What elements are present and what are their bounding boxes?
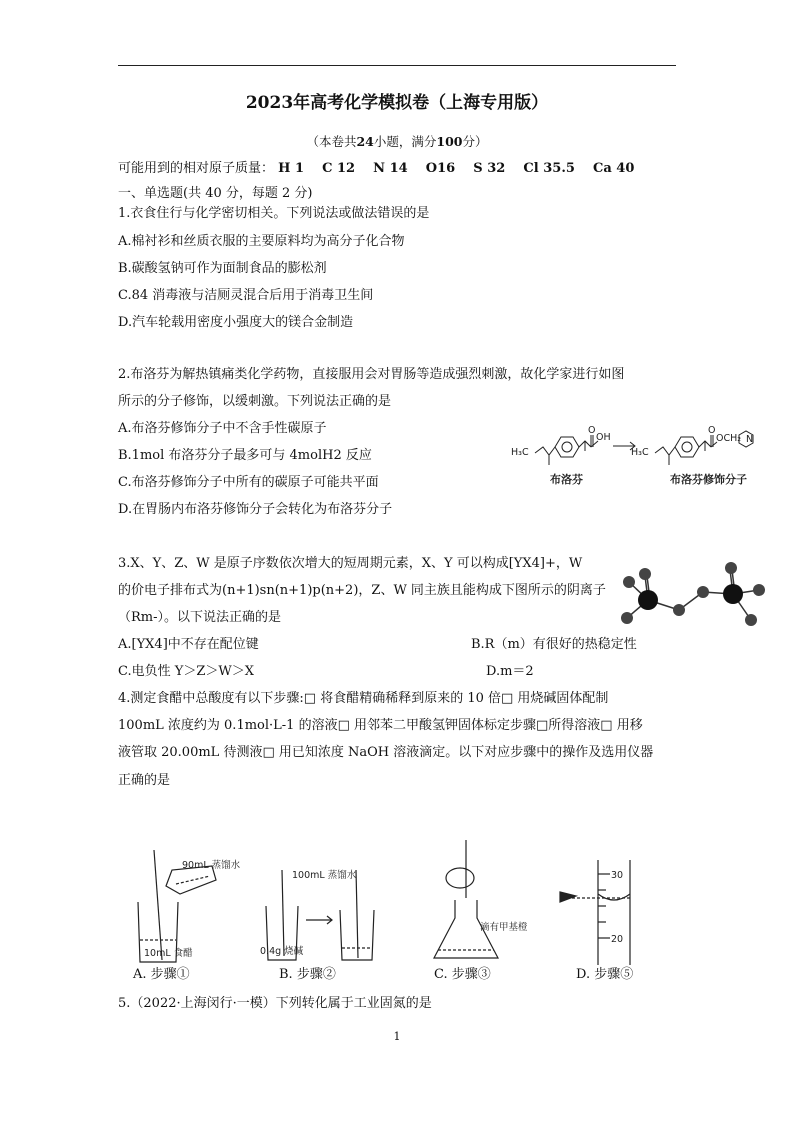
q2-stem-line2: 所示的分子修饰，以缓刺激。下列说法正确的是 bbox=[118, 394, 392, 409]
caption-a: A. 步骤① bbox=[133, 967, 190, 982]
page-title: 2023年高考化学模拟卷（上海专用版） bbox=[245, 93, 549, 113]
hand-c bbox=[446, 868, 474, 888]
d-tick-20: 20 bbox=[611, 934, 624, 945]
d-tick-30: 30 bbox=[611, 870, 624, 881]
atom-center-left bbox=[638, 590, 658, 610]
q3-stem-line1: 3.X、Y、Z、W 是原子序数依次增大的短周期元素，X、Y 可以构成[YX4]+，W bbox=[118, 556, 583, 571]
q4-line3: 液管取 20.00mL 待测液□ 用已知浓度 NaOH 溶液滴定。以下对应步骤中的操作及选用仪器 bbox=[118, 745, 654, 760]
q1-option-d: D.汽车轮载用密度小强度大的镁合金制造 bbox=[118, 315, 354, 330]
q1-option-c: C.84 消毒液与洁厕灵混合后用于消毒卫生间 bbox=[118, 288, 374, 303]
q5-stem: 5.（2022·上海闵行·一模）下列转化属于工业固氮的是 bbox=[118, 996, 432, 1011]
q3-stem-line3: （Rm-）。以下说法正确的是 bbox=[118, 610, 282, 625]
atom-o5 bbox=[753, 584, 765, 596]
atom-o6 bbox=[745, 614, 757, 626]
anion-model-figure bbox=[615, 562, 775, 637]
atom-o3 bbox=[639, 568, 651, 580]
h3c-label-right: H₃C bbox=[631, 447, 649, 458]
q1-option-a: A.棉衬衫和丝质衣服的主要原料均为高分子化合物 bbox=[118, 234, 405, 249]
atom-center-right bbox=[723, 584, 743, 604]
glass-rod-a bbox=[154, 850, 162, 960]
atom-o4 bbox=[725, 562, 737, 574]
b-solid-label: 0.4g 烧碱 bbox=[260, 946, 304, 957]
atom-o1 bbox=[623, 576, 635, 588]
subtitle-mid: 小题，满分 bbox=[373, 134, 437, 149]
q4-line4: 正确的是 bbox=[118, 773, 171, 788]
header-rule bbox=[118, 65, 676, 66]
a-water-label: 90mL 蒸馏水 bbox=[182, 860, 241, 871]
q2-stem-line1: 2.布洛芬为解热镇痛类化学药物，直接服用会对胃肠等造成强烈刺激，故化学家进行如图 bbox=[118, 367, 625, 382]
h3c-label-left: H₃C bbox=[511, 447, 529, 458]
carbonyl-o-right: O bbox=[708, 425, 716, 436]
q3-option-c: C.电负性 Y＞Z＞W＞X bbox=[118, 664, 254, 679]
atom-bridge2 bbox=[697, 586, 709, 598]
pyridine-n-label: N bbox=[746, 434, 754, 445]
q1-option-b: B.碳酸氢钠可作为面制食品的膨松剂 bbox=[118, 261, 327, 276]
benzene-ring-left bbox=[555, 437, 579, 457]
subtitle-pre: （本卷共 bbox=[306, 134, 357, 149]
meniscus-d bbox=[598, 894, 630, 900]
q3-stem-line2: 的价电子排布式为(n+1)sn(n+1)p(n+2)，Z、W 同主族且能构成下图所示的阴离子 bbox=[118, 583, 606, 598]
q3-option-b: B.R（m）有很好的热稳定性 bbox=[471, 637, 637, 652]
section-heading: 一、单选题(共 40 分，每题 2 分) bbox=[118, 186, 313, 201]
label-ibuprofen: 布洛芬 bbox=[550, 473, 583, 486]
isobutyl-chain-left bbox=[535, 447, 555, 455]
b-water-label: 100mL 蒸馏水 bbox=[292, 870, 357, 881]
q2-option-c: C.布洛芬修饰分子中所有的碳原子可能共平面 bbox=[118, 475, 379, 490]
label-modified-ibuprofen: 布洛芬修饰分子 bbox=[670, 473, 747, 486]
q2-option-b: B.1mol 布洛芬分子最多可与 4molH2 反应 bbox=[118, 448, 372, 463]
oh-label: OH bbox=[596, 432, 611, 443]
q2-option-d: D.在胃肠内布洛芬修饰分子会转化为布洛芬分子 bbox=[118, 502, 393, 517]
a-vinegar-label: 10mL 食醋 bbox=[144, 948, 193, 959]
q2-option-a: A.布洛芬修饰分子中不含手性碳原子 bbox=[118, 421, 327, 436]
atom-o2 bbox=[621, 612, 633, 624]
subtitle-count: 24 bbox=[356, 134, 374, 149]
caption-c: C. 步骤③ bbox=[434, 967, 491, 982]
eye-icon bbox=[560, 892, 576, 902]
q4-line1: 4.测定食醋中总酸度有以下步骤:□ 将食醋精确稀释到原来的 10 倍□ 用烧碱固体配制 bbox=[118, 691, 609, 706]
q4-line2: 100mL 浓度约为 0.1mol·L-1 的溶液□ 用邻苯二甲酸氢钾固体标定步骤□所得溶液□ 用移 bbox=[118, 718, 643, 733]
apparatus-figure bbox=[120, 840, 640, 970]
atomic-mass-label: 可能用到的相对原子质量： bbox=[118, 161, 275, 176]
caption-b: B. 步骤② bbox=[279, 967, 336, 982]
atom-bridge1 bbox=[673, 604, 685, 616]
q1-stem: 1.衣食住行与化学密切相关。下列说法或做法错误的是 bbox=[118, 206, 430, 221]
subtitle-post: 分） bbox=[462, 134, 488, 149]
c-indicator-label: 滴有甲基橙 bbox=[480, 922, 528, 933]
carbonyl-o-left: O bbox=[588, 425, 596, 436]
caption-d: D. 步骤⑤ bbox=[576, 967, 634, 982]
page-subtitle bbox=[0, 134, 794, 150]
page-number: 1 bbox=[393, 1030, 401, 1043]
och2-label: OCH₂ bbox=[716, 433, 742, 444]
subtitle-score: 100 bbox=[436, 134, 463, 149]
q3-option-d: D.m＝2 bbox=[486, 664, 534, 679]
atomic-mass-line bbox=[118, 161, 634, 177]
benzene-ring-right bbox=[675, 437, 699, 457]
ibuprofen-figure bbox=[505, 415, 765, 490]
q3-option-a: A.[YX4]中不存在配位键 bbox=[118, 637, 259, 652]
atomic-mass-values: H 1 C 12 N 14 O16 S 32 Cl 35.5 Ca 40 bbox=[278, 161, 635, 176]
